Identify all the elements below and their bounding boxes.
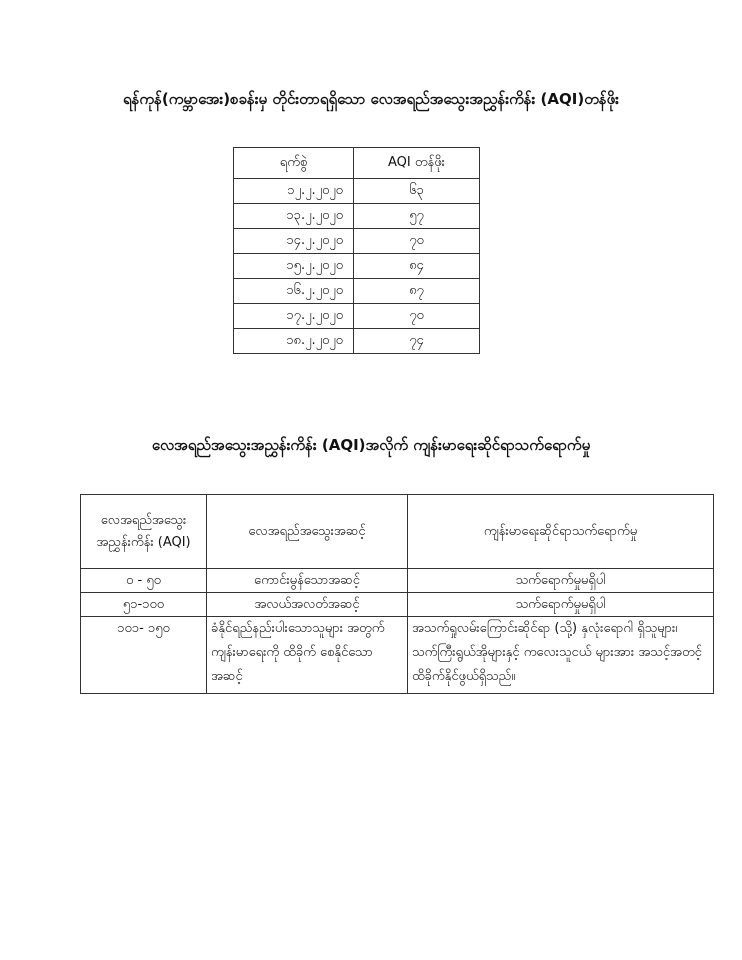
aqi-value-cell: ၈၄ — [354, 254, 480, 279]
table-row — [81, 569, 714, 593]
quality-level-cell: အလယ်အလတ်အဆင့် — [207, 593, 408, 617]
health-effect-title: လေအရည်အသွေးအညွှန်းကိန်း (AQI)အလိုက် ကျန်းမာရေးဆိုင်ရာသက်ရောက်မှု — [151, 436, 591, 454]
table-header-row — [234, 148, 480, 179]
date-cell: ၁၇.၂.၂၀၂၀ — [234, 304, 354, 329]
date-cell: ၁၄.၂.၂၀၂၀ — [234, 229, 354, 254]
table-row — [234, 204, 480, 229]
health-effect-cell: သက်ရောက်မှုမရှိပါ — [408, 569, 714, 593]
table-row — [234, 254, 480, 279]
table-row — [234, 329, 480, 354]
table-row — [234, 229, 480, 254]
header-quality-level: လေအရည်အသွေးအဆင့် — [207, 495, 408, 569]
health-effect-cell: သက်ရောက်မှုမရှိပါ — [408, 593, 714, 617]
aqi-value-cell: ၅၇ — [354, 204, 480, 229]
table-row — [81, 617, 714, 694]
health-effect-cell: အသက်ရှုလမ်းကြောင်းဆိုင်ရာ (သို့) နှလုံးရောဂါ ရှိသူများ၊ သက်ကြီးရွယ်အိုများနှင့် ကလေးသူငယ် များအား အသင့်အတင့်ထိခိုက်နိုင်ဖွယ်ရှိသည်။ — [408, 617, 714, 694]
header-date: ရက်စွဲ — [234, 148, 354, 179]
date-cell: ၁၂.၂.၂၀၂၀ — [234, 179, 354, 204]
aqi-value-cell: ၆၃ — [354, 179, 480, 204]
date-cell: ၁၅.၂.၂၀၂၀ — [234, 254, 354, 279]
aqi-value-cell: ၈၇ — [354, 279, 480, 304]
table-row — [234, 304, 480, 329]
aqi-value-cell: ၇၀ — [354, 304, 480, 329]
table-row — [234, 179, 480, 204]
date-cell: ၁၃.၂.၂၀၂၀ — [234, 204, 354, 229]
aqi-value-cell: ၇၄ — [354, 329, 480, 354]
header-health-effect: ကျန်းမာရေးဆိုင်ရာသက်ရောက်မှု — [408, 495, 714, 569]
table-header-row — [81, 495, 714, 569]
aqi-range-cell: ၀ - ၅၀ — [81, 569, 207, 593]
table-row — [81, 593, 714, 617]
aqi-value-cell: ၇၀ — [354, 229, 480, 254]
quality-level-cell: ခံနိုင်ရည်နည်းပါးသောသူများ အတွက် ကျန်းမာရေးကို ထိခိုက် စေနိုင်သောအဆင့် — [207, 617, 408, 694]
date-cell: ၁၆.၂.၂၀၂၀ — [234, 279, 354, 304]
daily-aqi-title: ရန်ကုန်(ကမ္ဘာအေး)စခန်းမှ တိုင်းတာရရှိသော လေအရည်အသွေးအညွှန်းကိန်း (AQI)တန်ဖိုး — [123, 90, 619, 108]
date-cell: ၁၈.၂.၂၀၂၀ — [234, 329, 354, 354]
header-aqi-range: လေအရည်အသွေး အညွှန်းကိန်း (AQI) — [81, 495, 207, 569]
header-aqi-value: AQI တန်ဖိုး — [354, 148, 480, 179]
quality-level-cell: ကောင်းမွန်သောအဆင့် — [207, 569, 408, 593]
aqi-health-effect-table — [80, 494, 714, 694]
table-row — [234, 279, 480, 304]
aqi-range-cell: ၅၁-၁၀၀ — [81, 593, 207, 617]
aqi-range-cell: ၁၀၁- ၁၅၀ — [81, 617, 207, 694]
daily-aqi-table — [233, 147, 480, 354]
